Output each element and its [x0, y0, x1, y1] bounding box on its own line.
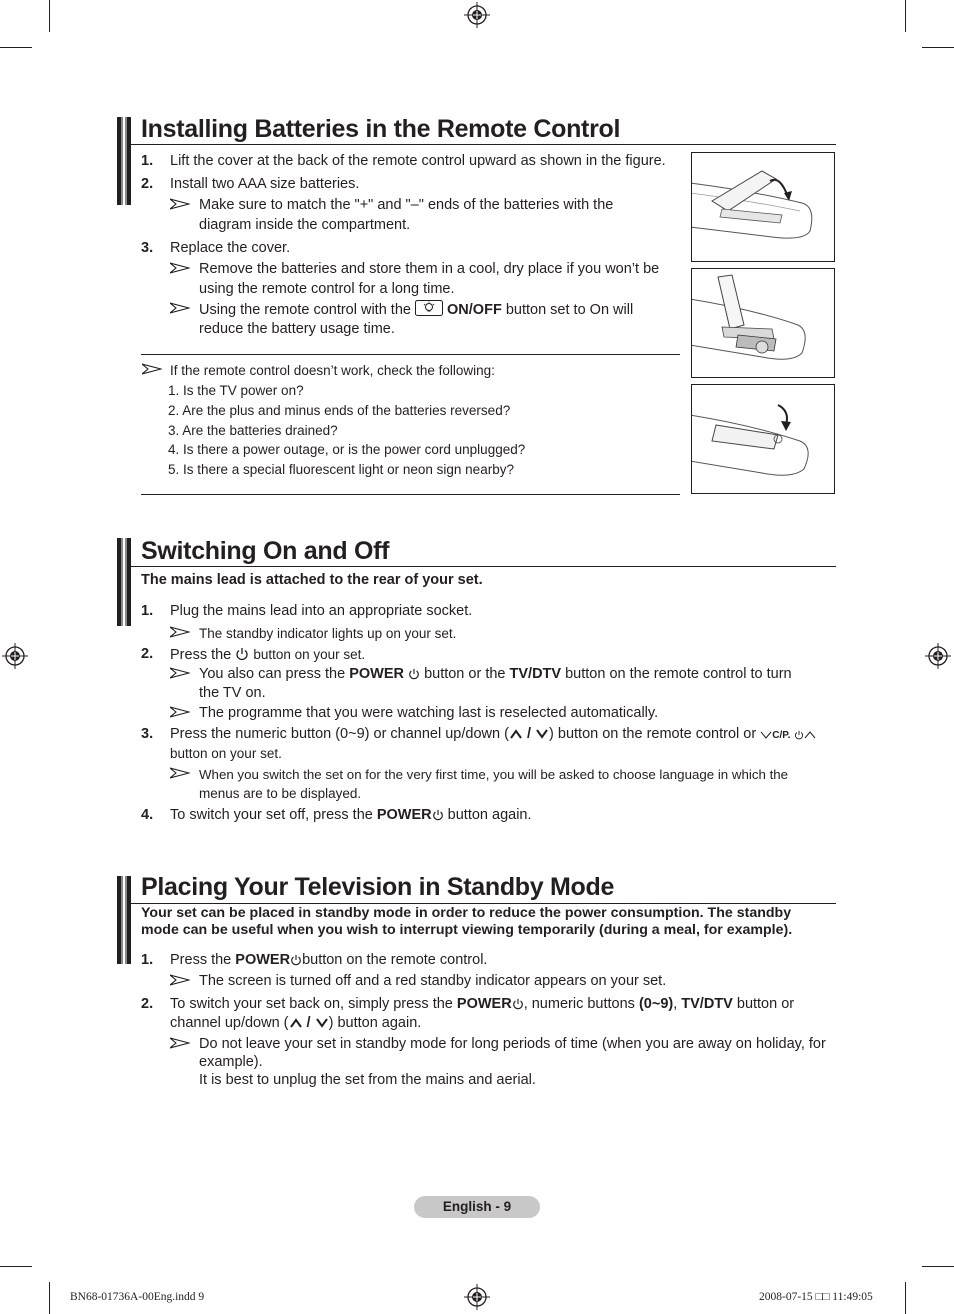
step-text-part: Press the — [170, 647, 232, 663]
step-text: Replace the cover. — [170, 240, 291, 256]
note-arrow-icon — [170, 198, 190, 210]
note-arrow-icon — [170, 767, 190, 779]
step-text-part: button on the remote control. — [302, 952, 488, 968]
section-subtitle: The mains lead is attached to the rear of your set. — [141, 572, 483, 588]
tvdtv-label: TV/DTV — [509, 666, 562, 682]
figure-replace-cover — [691, 384, 835, 494]
crop-mark — [49, 0, 50, 32]
check-item: 3. Are the batteries drained? — [168, 423, 338, 438]
note-text: diagram inside the compartment. — [199, 217, 411, 233]
check-item: 2. Are the plus and minus ends of the batteries reversed? — [168, 403, 511, 418]
step-text — [170, 1014, 421, 1033]
note-text: The programme that you were watching last is reselected automatically. — [199, 705, 659, 721]
step-text-part: ) button again. — [328, 1015, 422, 1031]
registration-mark-icon — [925, 643, 951, 669]
step-text — [170, 951, 487, 970]
tvdtv-label: TV/DTV — [681, 996, 733, 1012]
section-title-switching: Switching On and Off — [141, 537, 390, 565]
note-text: example). — [199, 1054, 263, 1070]
chevron-down-icon — [535, 728, 549, 740]
section-marker — [117, 117, 131, 205]
power-icon — [512, 998, 524, 1010]
step-number: 2. — [141, 176, 154, 192]
crop-mark — [922, 47, 954, 48]
step-text — [170, 725, 816, 745]
power-label: POWER — [456, 996, 512, 1012]
note-arrow-icon — [170, 262, 190, 274]
step-text-part: ) button on the remote control or — [549, 726, 757, 742]
step-number: 3. — [141, 726, 154, 742]
title-rule — [131, 566, 836, 567]
remote-batteries-illustration — [692, 269, 833, 376]
note-arrow-icon — [170, 706, 190, 718]
note-text: reduce the battery usage time. — [199, 321, 395, 337]
divider — [141, 354, 680, 355]
note-text: It is best to unplug the set from the mains and aerial. — [199, 1072, 536, 1088]
note-text-part: button set to On will — [505, 302, 634, 318]
check-item: 4. Is there a power outage, or is the power cord unplugged? — [168, 442, 526, 457]
step-text-part: , numeric buttons — [523, 996, 635, 1012]
title-rule — [131, 144, 836, 145]
power-icon — [290, 954, 302, 966]
step-text: Lift the cover at the back of the remote control upward as shown in the figure. — [170, 153, 666, 169]
note-text — [199, 665, 792, 684]
check-item: 5. Is there a special fluorescent light or neon sign nearby? — [168, 462, 514, 477]
step-text: Install two AAA size batteries. — [170, 176, 360, 192]
power-label: POWER — [376, 807, 432, 823]
note-text-part: button or the — [424, 666, 506, 682]
step-number: 4. — [141, 807, 154, 823]
step-text — [170, 645, 365, 665]
chevron-up-icon — [509, 728, 523, 740]
step-text — [170, 806, 532, 825]
note-text: The screen is turned off and a red standby indicator appears on your set. — [199, 973, 667, 989]
note-text: Remove the batteries and store them in a cool, dry place if you won’t be — [199, 261, 660, 277]
title-rule — [131, 903, 836, 904]
chevron-up-icon — [289, 1017, 303, 1029]
imprint-timestamp: 2008-07-15 □□ 11:49:05 — [759, 1291, 873, 1303]
step-text-part: , — [673, 996, 678, 1012]
note-text-part: button on the remote control to turn — [565, 666, 792, 682]
remote-cover-open-illustration — [692, 153, 833, 260]
section-intro: mode can be useful when you wish to interrupt viewing temporarily (during a meal, for example). — [141, 922, 793, 938]
step-text-part: button on your set. — [253, 647, 366, 662]
slash: / — [306, 1015, 311, 1031]
section-title-batteries: Installing Batteries in the Remote Control — [141, 115, 621, 143]
chevron-up-icon — [804, 730, 816, 740]
crop-mark — [905, 0, 906, 32]
registration-mark-icon — [2, 643, 28, 669]
power-icon — [408, 668, 420, 680]
note-text: the TV on. — [199, 685, 266, 701]
note-text — [199, 300, 633, 320]
section-marker — [117, 538, 131, 626]
note-text: Make sure to match the "+" and "–" ends of the batteries with the — [199, 197, 614, 213]
step-text: button on your set. — [170, 746, 282, 761]
step-text-part: channel up/down ( — [170, 1015, 289, 1031]
power-label: POWER — [349, 666, 404, 682]
note-text: menus are to be displayed. — [199, 786, 362, 801]
note-text: The standby indicator lights up on your set. — [199, 626, 457, 641]
step-number: 2. — [141, 646, 154, 662]
power-icon — [432, 809, 444, 821]
crop-mark — [0, 1266, 32, 1267]
check-intro: If the remote control doesn’t work, check the following: — [170, 363, 495, 378]
page-number-badge: English - 9 — [414, 1196, 540, 1218]
imprint-filename: BN68-01736A-00Eng.indd 9 — [70, 1291, 205, 1303]
registration-mark-icon — [464, 1284, 490, 1310]
crop-mark — [0, 47, 32, 48]
note-arrow-icon — [170, 626, 190, 638]
crop-mark — [49, 1282, 50, 1314]
figure-insert-batteries — [691, 268, 835, 378]
section-intro: Your set can be placed in standby mode in order to reduce the power consumption. The standby — [141, 905, 792, 921]
crop-mark — [905, 1282, 906, 1314]
cp-label: C/P. — [772, 730, 791, 741]
note-text: Do not leave your set in standby mode for long periods of time (when you are away on holiday, for — [199, 1036, 826, 1052]
section-marker — [117, 876, 131, 964]
step-text — [170, 995, 794, 1014]
power-icon — [794, 730, 804, 740]
note-arrow-icon — [142, 363, 162, 375]
note-arrow-icon — [170, 1037, 190, 1049]
note-text: When you switch the set on for the very first time, you will be asked to choose language in which the — [199, 767, 789, 782]
step-text-part: button or — [736, 996, 795, 1012]
note-arrow-icon — [170, 667, 190, 679]
step-text: Plug the mains lead into an appropriate socket. — [170, 603, 473, 619]
chevron-down-icon — [315, 1017, 329, 1029]
step-text-part: To switch your set off, press the — [170, 807, 373, 823]
section-title-standby: Placing Your Television in Standby Mode — [141, 873, 615, 901]
power-label: POWER — [235, 952, 291, 968]
step-number: 2. — [141, 996, 154, 1012]
remote-cover-closed-illustration — [692, 385, 833, 492]
step-number: 1. — [141, 603, 154, 619]
figure-open-cover — [691, 152, 835, 262]
registration-mark-icon — [464, 2, 490, 28]
slash: / — [526, 726, 531, 742]
step-text-part: To switch your set back on, simply press the — [170, 996, 453, 1012]
step-number: 1. — [141, 952, 154, 968]
onoff-label: ON/OFF — [447, 302, 502, 318]
bulb-button-icon — [415, 300, 443, 316]
note-arrow-icon — [170, 974, 190, 986]
step-text-part: button again. — [447, 807, 532, 823]
step-text-part: Press the — [170, 952, 232, 968]
chevron-down-icon — [760, 730, 772, 740]
step-number: 1. — [141, 153, 154, 169]
crop-mark — [922, 1266, 954, 1267]
note-text: using the remote control for a long time. — [199, 281, 455, 297]
note-text-part: You also can press the — [199, 666, 346, 682]
divider — [141, 494, 680, 495]
step-text-part: Press the numeric button (0~9) or channel up/down ( — [170, 726, 509, 742]
note-arrow-icon — [170, 302, 190, 314]
check-item: 1. Is the TV power on? — [168, 383, 304, 398]
note-text-part: Using the remote control with the — [199, 302, 411, 318]
step-number: 3. — [141, 240, 154, 256]
numeric-label: (0~9) — [638, 996, 674, 1012]
power-icon — [235, 647, 249, 661]
